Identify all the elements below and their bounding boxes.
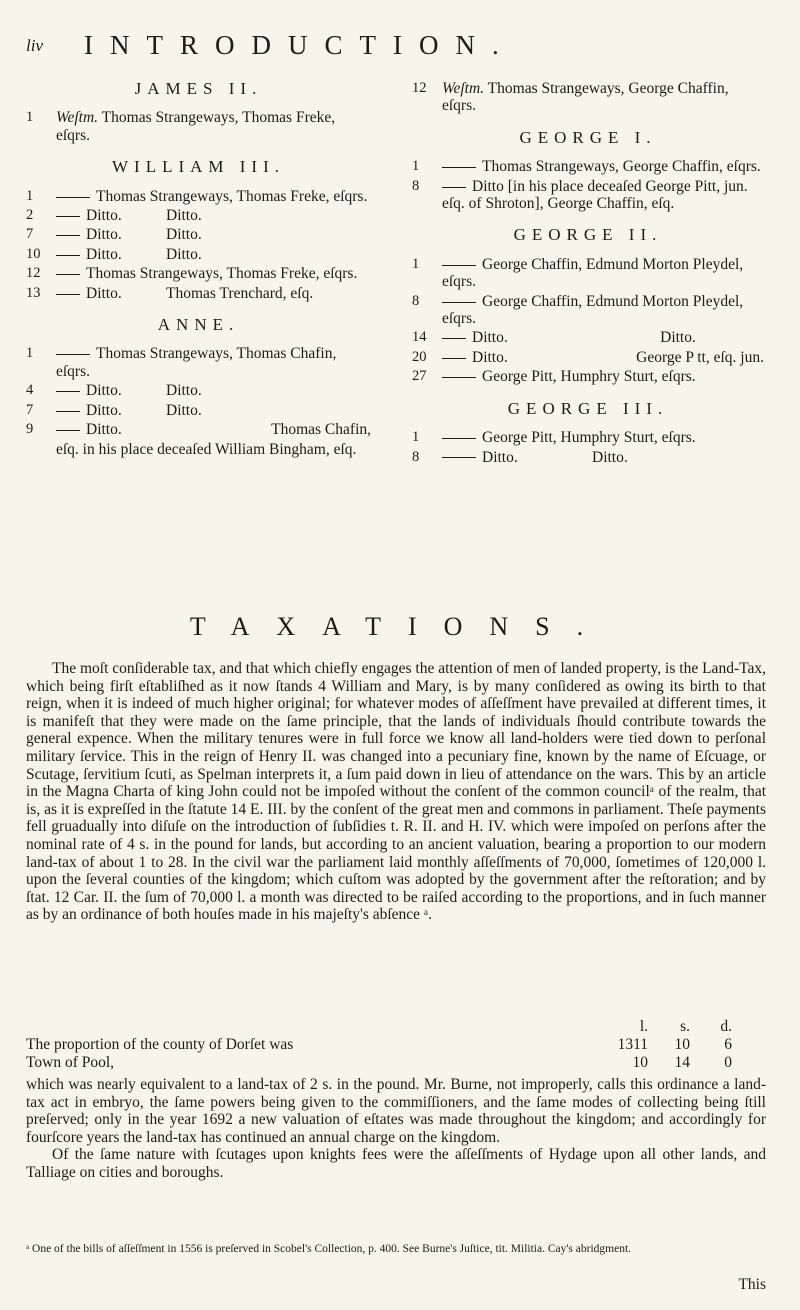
list-item bbox=[26, 226, 371, 243]
ditto-text: Ditto. bbox=[472, 329, 508, 347]
dash-rule bbox=[442, 187, 466, 188]
ditto-text: Ditto. bbox=[592, 448, 628, 466]
list-item bbox=[26, 265, 371, 282]
session-number: 1 bbox=[26, 187, 34, 204]
session-number: 8 bbox=[412, 292, 420, 309]
dash-rule bbox=[56, 197, 90, 198]
list-item bbox=[26, 345, 371, 380]
members-text: Thomas Strangeways, Thomas Freke, eſqrs. bbox=[96, 187, 368, 205]
members-text: Thomas Strangeways, George Chaffin, eſqrs. bbox=[482, 158, 761, 176]
session-number: 8 bbox=[412, 177, 420, 194]
session-number: 2 bbox=[26, 207, 34, 224]
taxations-body bbox=[26, 660, 766, 924]
list-item bbox=[412, 293, 764, 328]
dash-rule bbox=[56, 411, 80, 412]
shillings-value: 14 bbox=[674, 1054, 690, 1071]
pounds-value: 1311 bbox=[617, 1036, 648, 1053]
dash-rule bbox=[442, 167, 476, 168]
pounds-header: l. bbox=[639, 1018, 648, 1035]
section-title-taxations: TAXATIONS. bbox=[189, 612, 611, 641]
session-number: 12 bbox=[26, 265, 41, 282]
dash-rule bbox=[56, 255, 80, 256]
members-text: George Pitt, Humphry Sturt, eſqrs. bbox=[482, 429, 696, 447]
members-text: Thomas Strangeways, Thomas Freke, eſqrs. bbox=[86, 265, 358, 283]
dash-rule bbox=[56, 391, 80, 392]
members-text: Ditto [in his place deceaſed George Pitt, jun. eſq. of Shroton], George Chaffin, eſq. bbox=[442, 177, 748, 213]
pence-value: 6 bbox=[724, 1036, 732, 1053]
list-item bbox=[412, 80, 764, 115]
session-number: 7 bbox=[26, 401, 34, 418]
dash-rule bbox=[56, 294, 80, 295]
list-item bbox=[26, 421, 371, 438]
session-number: 8 bbox=[412, 448, 420, 465]
shillings-value: 10 bbox=[674, 1036, 690, 1053]
members-text: Thomas Trenchard, eſq. bbox=[166, 284, 314, 302]
list-item bbox=[412, 429, 764, 446]
dash-rule bbox=[442, 265, 476, 266]
list-item bbox=[412, 256, 764, 291]
members-text: Thomas Strangeways, Thomas Freke, eſqrs. bbox=[56, 109, 336, 144]
list-item bbox=[412, 349, 764, 366]
dash-rule bbox=[56, 216, 80, 217]
section-title-george-iii: GEORGE III. bbox=[507, 398, 669, 418]
left-column bbox=[26, 80, 371, 458]
ditto-text: Ditto. bbox=[482, 448, 518, 466]
ditto-text: Ditto. bbox=[660, 329, 696, 347]
list-item bbox=[412, 178, 764, 213]
session-number: 13 bbox=[26, 284, 41, 301]
place-name: Weſtm. bbox=[442, 80, 485, 97]
page-header bbox=[26, 30, 774, 70]
dash-rule bbox=[442, 358, 466, 359]
members-text: George Chaffin, Edmund Morton Pleydel, eſqrs. bbox=[442, 292, 744, 328]
session-number: 1 bbox=[412, 255, 420, 272]
members-text: George Pitt, Humphry Sturt, eſqrs. bbox=[482, 368, 696, 386]
members-text: Thomas Strangeways, Thomas Chafin, eſqrs. bbox=[56, 345, 337, 380]
ditto-text: Ditto. bbox=[86, 284, 122, 302]
pence-header: d. bbox=[720, 1018, 732, 1035]
row-label: Town of Pool, bbox=[26, 1054, 115, 1071]
ditto-text: Ditto. bbox=[166, 207, 202, 225]
list-item bbox=[26, 188, 371, 205]
list-item bbox=[26, 109, 371, 144]
dash-rule bbox=[442, 438, 476, 439]
ditto-text: Ditto. bbox=[86, 207, 122, 225]
catchword: This bbox=[738, 1276, 766, 1293]
section-title-george-i: GEORGE I. bbox=[519, 127, 657, 147]
ditto-text: Ditto. bbox=[86, 401, 122, 419]
dash-rule bbox=[56, 354, 90, 355]
paragraph: The moſt conſiderable tax, and that which chiefly engages the attention of men of landed property, is the Land-Tax, which being firſt eſtabliſhed as it now ſtands 4 William and Mary, is by many conſidered as owing its birth to that reign, when it is indeed of much higher original; for whatever modes of aſſeſſment have prevailed at different times, it is manifeſt that they were made on the ſame principle, that the lands of individuals ſhould contribute towards the general expence. When the military tenures were in full force we know all land-holders were tied down to perſonal military ſervice. This in the reign of Henry II. was changed into a pecuniary fine, known by the name of Eſcuage, or Scutage, ſervitium ſcuti, as Spelman interprets it, a ſum paid down in lieu of attendance on the wars. This by an article in the Magna Charta of king John could not be impoſed without the conſent of the common councilᵃ of the realm, that is, as it is expreſſed in the ſtatute 14 E. III. by the conſent of the great men and commons in parliament. Theſe payments fell gruadually into diſuſe on the introduction of ſubſidies t. R. II. and H. IV. which were impoſed on perſons after the nominal rate of 4 s. in the pound for lands, but according to an ancient valuation, bearing a proportion to our modern land-tax of about 1 to 28. In the civil war the parliament laid monthly aſſeſſments of 70,000, ſometimes of 120,000 l. upon the ſeveral counties of the kingdom; which cuſtom was adopted by the government after the reſtoration; and by ſtat. 12 Car. II. the ſum of 70,000 l. a month was directed to be raiſed according to the proportions, and in ſuch manner as by an ordinance of both houſes made in his majeſty's abſence ᵃ. bbox=[26, 660, 766, 924]
ditto-text: Ditto. bbox=[86, 382, 122, 400]
section-title-william-iii: WILLIAM III. bbox=[111, 157, 285, 177]
list-item bbox=[412, 368, 764, 385]
list-item bbox=[26, 285, 371, 302]
session-number: 1 bbox=[412, 429, 420, 446]
ditto-text: Ditto. bbox=[166, 245, 202, 263]
section-title-james-ii: JAMES II. bbox=[134, 79, 263, 98]
session-number: 10 bbox=[26, 245, 41, 262]
place-name: Weſtm. bbox=[56, 109, 99, 127]
table-row bbox=[26, 1036, 766, 1054]
session-number: 14 bbox=[412, 329, 427, 346]
pence-value: 0 bbox=[724, 1054, 732, 1071]
pounds-value: 10 bbox=[632, 1054, 648, 1071]
session-number: 4 bbox=[26, 382, 34, 399]
session-number: 1 bbox=[412, 158, 420, 175]
members-text: Thomas Strangeways, George Chaffin, eſqrs. bbox=[442, 80, 729, 115]
dash-rule bbox=[56, 274, 80, 275]
session-number: 27 bbox=[412, 368, 427, 385]
ditto-text: Ditto. bbox=[166, 382, 202, 400]
session-number: 1 bbox=[26, 109, 34, 126]
dash-rule bbox=[442, 377, 476, 378]
members-text: George P tt, eſq. jun. bbox=[636, 348, 764, 366]
dash-rule bbox=[442, 338, 466, 339]
list-item bbox=[412, 449, 764, 466]
section-title-george-ii: GEORGE II. bbox=[513, 225, 663, 245]
ditto-text: Ditto. bbox=[86, 245, 122, 263]
shillings-header: s. bbox=[680, 1018, 690, 1035]
ditto-text: Ditto. bbox=[472, 348, 508, 366]
dash-rule bbox=[442, 457, 476, 458]
running-head: INTRODUCTION. bbox=[84, 30, 516, 60]
entry-continuation: eſq. in his place deceaſed William Bingham, eſq. bbox=[56, 440, 357, 458]
list-item bbox=[26, 207, 371, 224]
page-number: liv bbox=[26, 36, 43, 55]
dash-rule bbox=[56, 430, 80, 431]
table-row bbox=[26, 1054, 766, 1072]
session-number: 9 bbox=[26, 421, 34, 438]
members-text: Thomas Chafin, bbox=[271, 421, 371, 439]
ditto-text: Ditto. bbox=[166, 401, 202, 419]
session-number: 1 bbox=[26, 345, 34, 362]
money-table-header bbox=[26, 1018, 766, 1036]
ditto-text: Ditto. bbox=[86, 421, 122, 439]
session-number: 12 bbox=[412, 80, 427, 96]
paragraph: Of the ſame nature with ſcutages upon knights fees were the aſſeſſments of Hydage upon all other lands, and Talliage on cities and boroughs. bbox=[26, 1146, 766, 1181]
row-label: The proportion of the county of Dorſet was bbox=[26, 1036, 294, 1053]
taxations-body-continued bbox=[26, 1076, 766, 1182]
list-item bbox=[412, 158, 764, 175]
session-number: 7 bbox=[26, 226, 34, 243]
ditto-text: Ditto. bbox=[166, 226, 202, 244]
paragraph: which was nearly equivalent to a land-tax of 2 s. in the pound. Mr. Burne, not improperly, calls this ordinance a land-tax act in embryo, the ſame powers being given to the commiſſioners, and the ſame modes of collecting being ſtill preſerved; only in the year 1692 a new valuation of eſtates was made throughout the kingdom; and accordingly for fourſcore years the land-tax has continued an annual charge on the kingdom. bbox=[26, 1076, 766, 1146]
dash-rule bbox=[442, 302, 476, 303]
ditto-text: Ditto. bbox=[86, 226, 122, 244]
section-title-anne: ANNE. bbox=[157, 315, 240, 335]
footnote: ᵃ One of the bills of aſſeſſment in 1556 is preſerved in Scobel's Collection, p. 400. See Burne's Juſtice, tit. Militia. Cay's abridgment. bbox=[26, 1243, 632, 1255]
list-item bbox=[412, 329, 764, 346]
list-item bbox=[26, 382, 371, 399]
members-text: George Chaffin, Edmund Morton Pleydel, eſqrs. bbox=[442, 255, 744, 291]
right-column bbox=[412, 80, 764, 468]
dash-rule bbox=[56, 235, 80, 236]
money-table bbox=[26, 1018, 766, 1072]
list-item bbox=[26, 246, 371, 263]
session-number: 20 bbox=[412, 348, 427, 365]
list-item bbox=[26, 402, 371, 419]
